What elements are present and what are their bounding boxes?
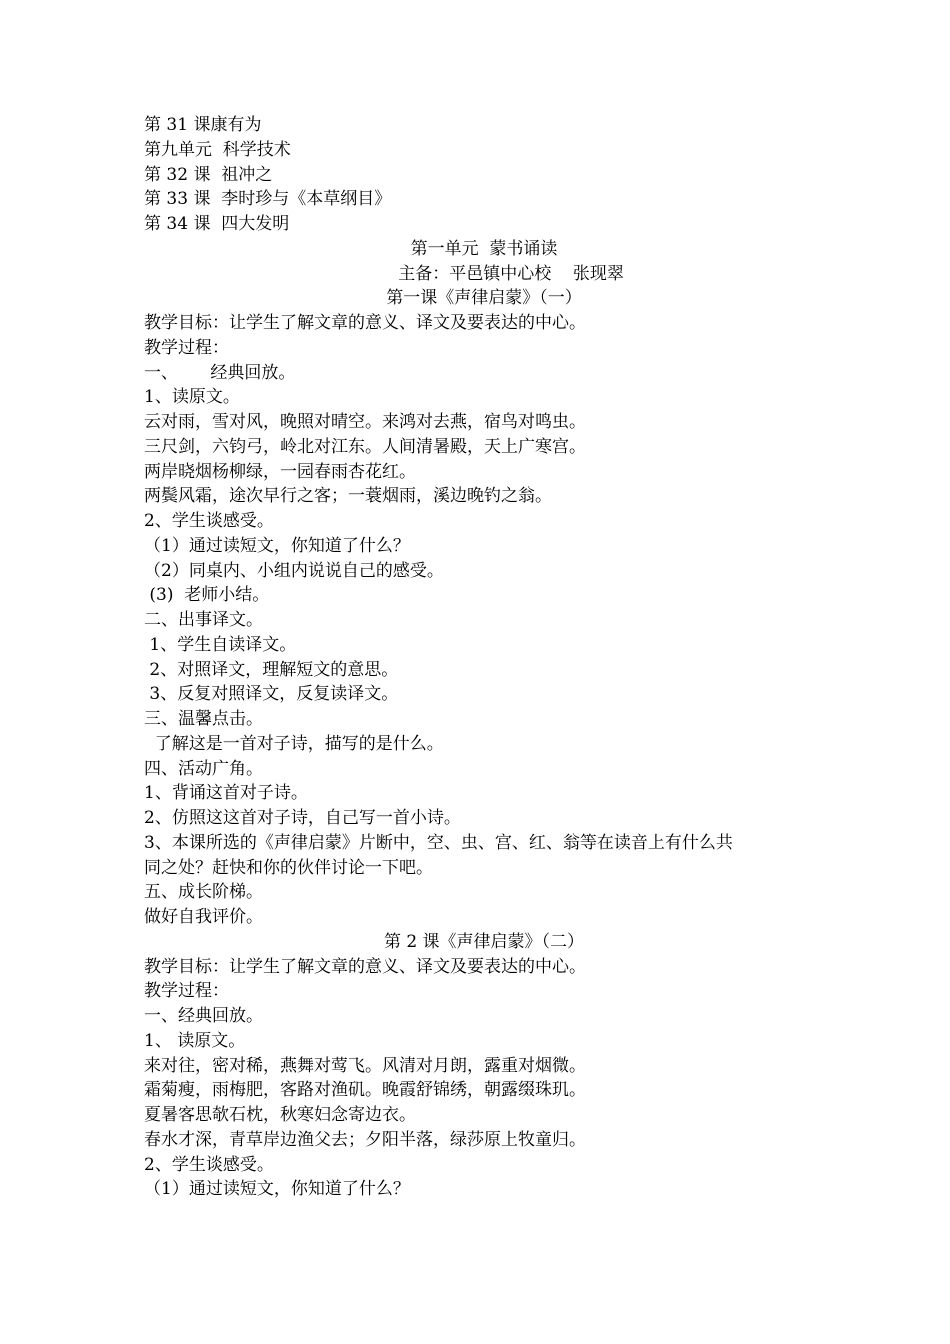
toc-line: 第 31 课康有为 bbox=[144, 115, 262, 135]
lesson-title: 第 2 课《声律启蒙》（二） bbox=[383, 931, 585, 952]
text-line: 教学过程： bbox=[144, 337, 229, 358]
toc-line: 第 33 课 李时珍与《本草纲目》 bbox=[144, 189, 392, 210]
author-line: 主备：平邑镇中心校 张现翠 bbox=[344, 263, 624, 284]
text-line: 3、本课所选的《声律启蒙》片断中，空、虫、宫、红、翁等在读音上有什么共 bbox=[144, 832, 733, 853]
text-line: （1）通过读短文，你知道了什么？ bbox=[144, 535, 410, 556]
document-body bbox=[144, 113, 824, 1202]
poem-line: 云对雨，雪对风，晚照对晴空。来鸿对去燕，宿鸟对鸣虫。 bbox=[144, 412, 586, 432]
section-heading: 四、活动广角。 bbox=[144, 758, 263, 779]
text-line: 3、反复对照译文，反复读译文。 bbox=[144, 684, 399, 705]
section-heading: 一、经典回放。 bbox=[144, 1006, 263, 1026]
text-line: 做好自我评价。 bbox=[144, 907, 263, 927]
poem-line: 霜菊瘦，雨梅肥，客路对渔矶。晚霞舒锦绣，朝露缀珠玑。 bbox=[144, 1080, 586, 1101]
text-line: 1、学生自读译文。 bbox=[144, 634, 297, 655]
text-line: 1、 读原文。 bbox=[144, 1030, 246, 1051]
section-heading: 二、出事译文。 bbox=[144, 610, 263, 630]
poem-line: 两岸晓烟杨柳绿，一园春雨杏花红。 bbox=[144, 461, 416, 482]
section-heading: 三、温馨点击。 bbox=[144, 709, 263, 729]
text-line: （1）通过读短文，你知道了什么？ bbox=[144, 1179, 410, 1200]
text-line: 1、背诵这首对子诗。 bbox=[144, 783, 308, 804]
toc-line: 第九单元 科学技术 bbox=[144, 139, 291, 160]
text-line: 教学过程： bbox=[144, 981, 229, 1002]
text-line: 教学目标：让学生了解文章的意义、译文及要表达的中心。 bbox=[144, 956, 586, 977]
text-line: 2、学生谈感受。 bbox=[144, 1154, 274, 1175]
lesson-title: 第一课《声律启蒙》（一） bbox=[386, 288, 582, 309]
text-line: 了解这是一首对子诗，描写的是什么。 bbox=[144, 733, 444, 754]
toc-line: 第 34 课 四大发明 bbox=[144, 214, 290, 234]
poem-line: 来对往，密对稀，燕舞对莺飞。风清对月朗，露重对烟微。 bbox=[144, 1055, 586, 1076]
toc-line: 第 32 课 祖冲之 bbox=[144, 164, 273, 185]
text-line: 1、读原文。 bbox=[144, 387, 240, 408]
text-line: 同之处？赶快和你的伙伴讨论一下吧。 bbox=[144, 857, 433, 878]
poem-line: 两鬓风霜，途次早行之客；一蓑烟雨，溪边晚钓之翁。 bbox=[144, 486, 552, 507]
poem-line: 春水才深，青草岸边渔父去；夕阳半落，绿莎原上牧童归。 bbox=[144, 1129, 586, 1150]
text-line: 2、仿照这这首对子诗，自己写一首小诗。 bbox=[144, 808, 461, 828]
unit-title: 第一单元 蒙书诵读 bbox=[410, 238, 558, 259]
section-heading: 五、成长阶梯。 bbox=[144, 882, 263, 903]
poem-line: 夏暑客思欹石枕，秋寒妇念寄边衣。 bbox=[144, 1105, 416, 1125]
text-line: 2、对照译文，理解短文的意思。 bbox=[144, 659, 399, 680]
poem-line: 三尺剑，六钧弓，岭北对江东。人间清暑殿，天上广寒宫。 bbox=[144, 436, 586, 457]
text-line: 2、学生谈感受。 bbox=[144, 511, 274, 531]
section-heading: 一、 经典回放。 bbox=[144, 362, 296, 383]
text-line: （2）同桌内、小组内说说自己的感受。 bbox=[144, 560, 444, 581]
text-line: 教学目标：让学生了解文章的意义、译文及要表达的中心。 bbox=[144, 313, 586, 333]
text-line: (3) 老师小结。 bbox=[144, 585, 270, 606]
